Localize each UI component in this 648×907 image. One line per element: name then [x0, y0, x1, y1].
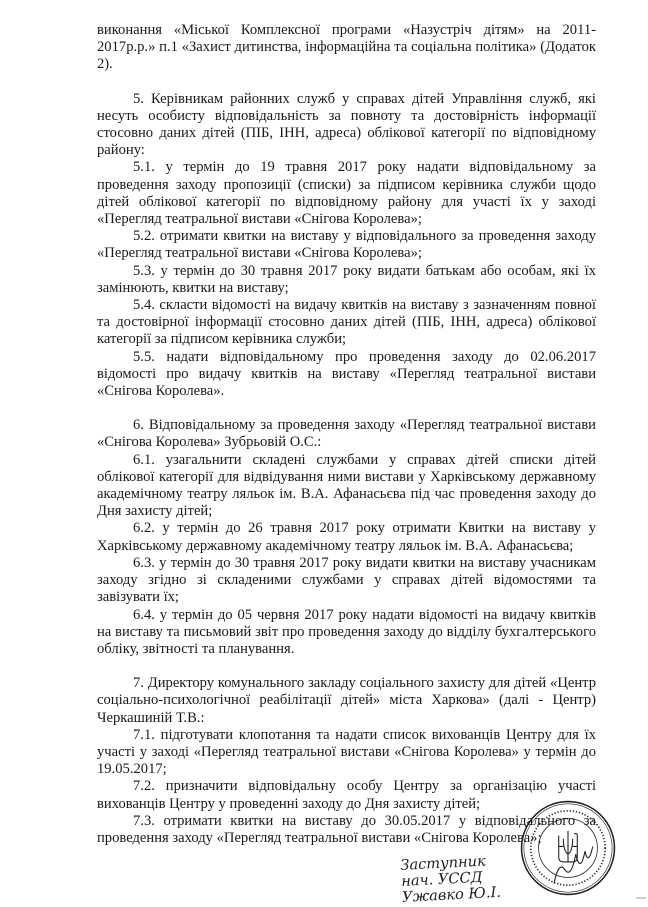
spacer: [97, 658, 596, 675]
item-5-3: 5.3. у термін до 30 травня 2017 року видати батькам або особам, які їх замінюють, квитки на виставу;: [97, 262, 596, 296]
scan-artifact: [636, 897, 646, 899]
item-5-5: 5.5. надати відповідальному про проведення заходу до 02.06.2017 відомості про видачу квитків на виставу «Перегляд театральної вистави «Снігова Королева».: [97, 348, 596, 400]
item-5-2: 5.2. отримати квитки на виставу у відповідального за проведення заходу «Перегляд театральної вистави «Снігова Королева»;: [97, 228, 596, 262]
section-6-heading: 6. Відповідальному за проведення заходу «Перегляд театральної вистави «Снігова Королева» Зубрьовій О.С.:: [97, 417, 596, 451]
item-5-1: 5.1. у термін до 19 травня 2017 року надати відповідальному за проведення заходу пропозиції (списки) за підписом керівника служби щодо дітей облікової категорії по відповідному району для участі їх у заході «Перегляд театральної вистави «Снігова Королева»;: [97, 159, 596, 228]
signature-stroke: [554, 846, 593, 883]
intro-paragraph: виконання «Міської Комплексної програми «Назустріч дітям» на 2011-2017р.р.» п.1 «Захист дитинства, інформаційна та соціальна політика» (Додаток 2).: [97, 22, 596, 73]
item-6-1: 6.1. узагальнити складені службами у справах дітей списки дітей облікової категорії для відвідування ними вистави у Харківському державному академічному театру ляльок ім. В.А. Афанасьєва під час проведення заходу до Дня захисту дітей;: [97, 451, 596, 520]
item-7-1: 7.1. підготувати клопотання та надати список вихованців Центру для їх участі у заході «Перегляд театральної вистави «Снігова Королева» у термін до 19.05.2017;: [97, 726, 596, 778]
item-5-4: 5.4. скласти відомості на видачу квитків на виставу з зазначенням повної та достовірної інформації стосовно даних дітей (ПІБ, ІНН, адреса) облікової категорії за підписом керівника служби;: [97, 297, 596, 348]
section-5-heading: 5. Керівникам районних служб у справах дітей Управління служб, які несуть особисту відповідальність за повноту та достовірність інформації стосовно даних дітей (ПІБ, ІНН, адреса) облікової категорії по відповідному району:: [97, 90, 596, 159]
spacer: [97, 74, 596, 91]
item-7-3: 7.3. отримати квитки на виставу до 30.05.2017 у відповідального за проведення заходу «Перегляд театральної вистави «Снігова Королева»;: [97, 812, 596, 846]
item-7-2: 7.2. призначити відповідальну особу Центру за організацію участі вихованців Центру у проведенні заходу до Дня захисту дітей;: [97, 778, 596, 812]
spacer: [97, 400, 596, 417]
item-6-4: 6.4. у термін до 05 червня 2017 року надати відомості на видачу квитків на виставу та письмовий звіт про проведення заходу до відділу бухгалтерського обліку, звітності та планування.: [97, 606, 596, 657]
item-6-2: 6.2. у термін до 26 травня 2017 року отримати Квитки на виставу у Харківському державному академічному театру ляльок ім. В.А. Афанасьєва;: [97, 520, 596, 554]
section-7-heading: 7. Директору комунального закладу соціального захисту для дітей «Центр соціально-психологічної реабілітації дітей» міста Харкова» (далі - Центр) Черкашиній Т.В.:: [97, 675, 596, 726]
document-body: [97, 22, 596, 847]
handwritten-signature: Заступник нач. УССД Ужавко Ю.І.: [399, 852, 502, 906]
item-6-3: 6.3. у термін до 30 травня 2017 року видати квитки на виставу учасникам заходу згідно зі складеними службами у справах дітей відомостями та завізувати їх;: [97, 554, 596, 606]
